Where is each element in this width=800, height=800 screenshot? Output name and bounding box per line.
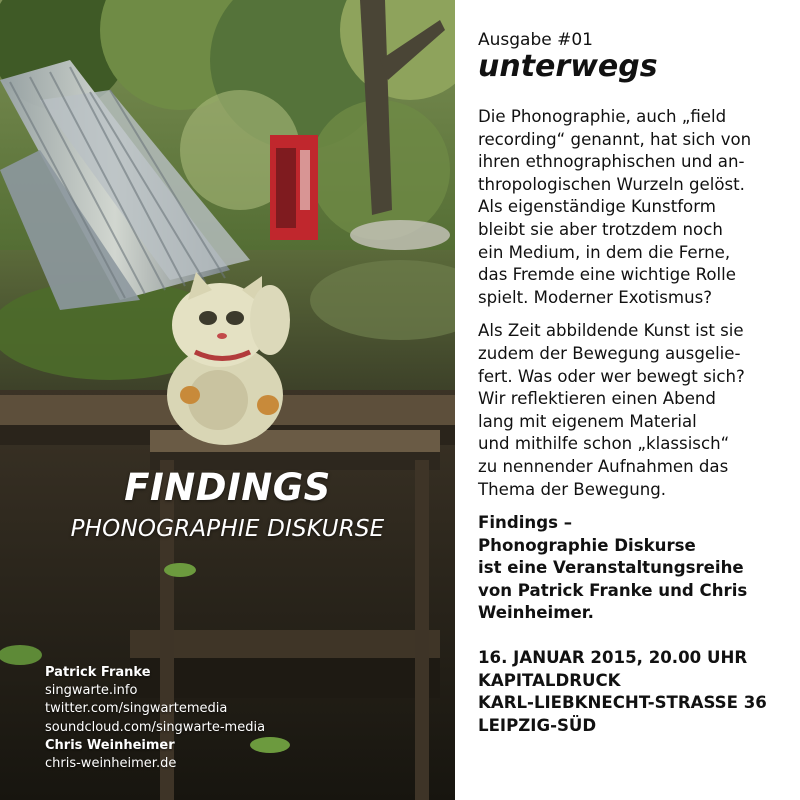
text-line: zu nennender Aufnahmen das: [478, 456, 729, 476]
link-singwarte-info[interactable]: singwarte.info: [45, 683, 138, 699]
event-title: FINDINGS: [124, 466, 331, 509]
text-line: Phonographie Diskurse: [478, 535, 696, 555]
text-line: thropologischen Wurzeln gelöst.: [478, 174, 745, 194]
link-chris-weinheimer[interactable]: chris-weinheimer.de: [45, 756, 177, 772]
issue-number: Ausgabe #01: [478, 30, 593, 50]
text-line: ihren ethnographischen und an-: [478, 152, 745, 172]
series-description: [478, 512, 793, 625]
text-line: recording“ genannt, hat sich von: [478, 129, 752, 149]
text-line: Die Phonographie, auch „field: [478, 107, 727, 126]
credit-name-patrick: Patrick Franke: [45, 665, 151, 680]
text-line: Weinheimer.: [478, 603, 594, 623]
text-line: Wir reflektieren einen Abend: [478, 389, 716, 409]
text-line: ist eine Veranstaltungsreihe: [478, 558, 744, 578]
link-twitter[interactable]: twitter.com/singwartemedia: [45, 701, 228, 717]
text-line: lang mit eigenem Material: [478, 411, 697, 431]
intro-paragraph-1: [478, 106, 793, 309]
event-date: 16. JANUAR 2015, 20.00 UHR: [478, 648, 748, 668]
credit-name-chris: Chris Weinheimer: [45, 737, 175, 753]
text-line: das Fremde eine wichtige Rolle: [478, 265, 736, 285]
text-line: von Patrick Franke und Chris: [478, 580, 748, 600]
intro-paragraph-2: [478, 320, 793, 501]
text-line: zudem der Bewegung ausgelie-: [478, 343, 741, 363]
event-city: LEIPZIG-SÜD: [478, 715, 597, 735]
text-column: [478, 30, 793, 737]
text-line: ein Medium, in dem die Ferne,: [478, 242, 731, 262]
event-details: [478, 647, 793, 737]
text-line: Als eigenständige Kunstform: [478, 197, 716, 217]
text-line: bleibt sie aber trotzdem noch: [478, 219, 723, 239]
event-subtitle: PHONOGRAPHIE DISKURSE: [70, 516, 385, 542]
credits: [45, 664, 265, 773]
text-line: und mithilfe schon „klassisch“: [478, 434, 730, 454]
text-line: fert. Was oder wer bewegt sich?: [478, 366, 745, 386]
event-street: KARL-LIEBKNECHT-STRASSE 36: [478, 693, 767, 713]
issue-title: unterwegs: [478, 49, 658, 84]
text-line: Als Zeit abbildende Kunst ist sie: [478, 321, 744, 341]
event-venue: KAPITALDRUCK: [478, 670, 621, 690]
text-line: Thema der Bewegung.: [478, 479, 667, 499]
text-line: spielt. Moderner Exotismus?: [478, 287, 713, 307]
link-soundcloud[interactable]: soundcloud.com/singwarte-media: [45, 719, 266, 735]
text-line: Findings –: [478, 513, 573, 533]
